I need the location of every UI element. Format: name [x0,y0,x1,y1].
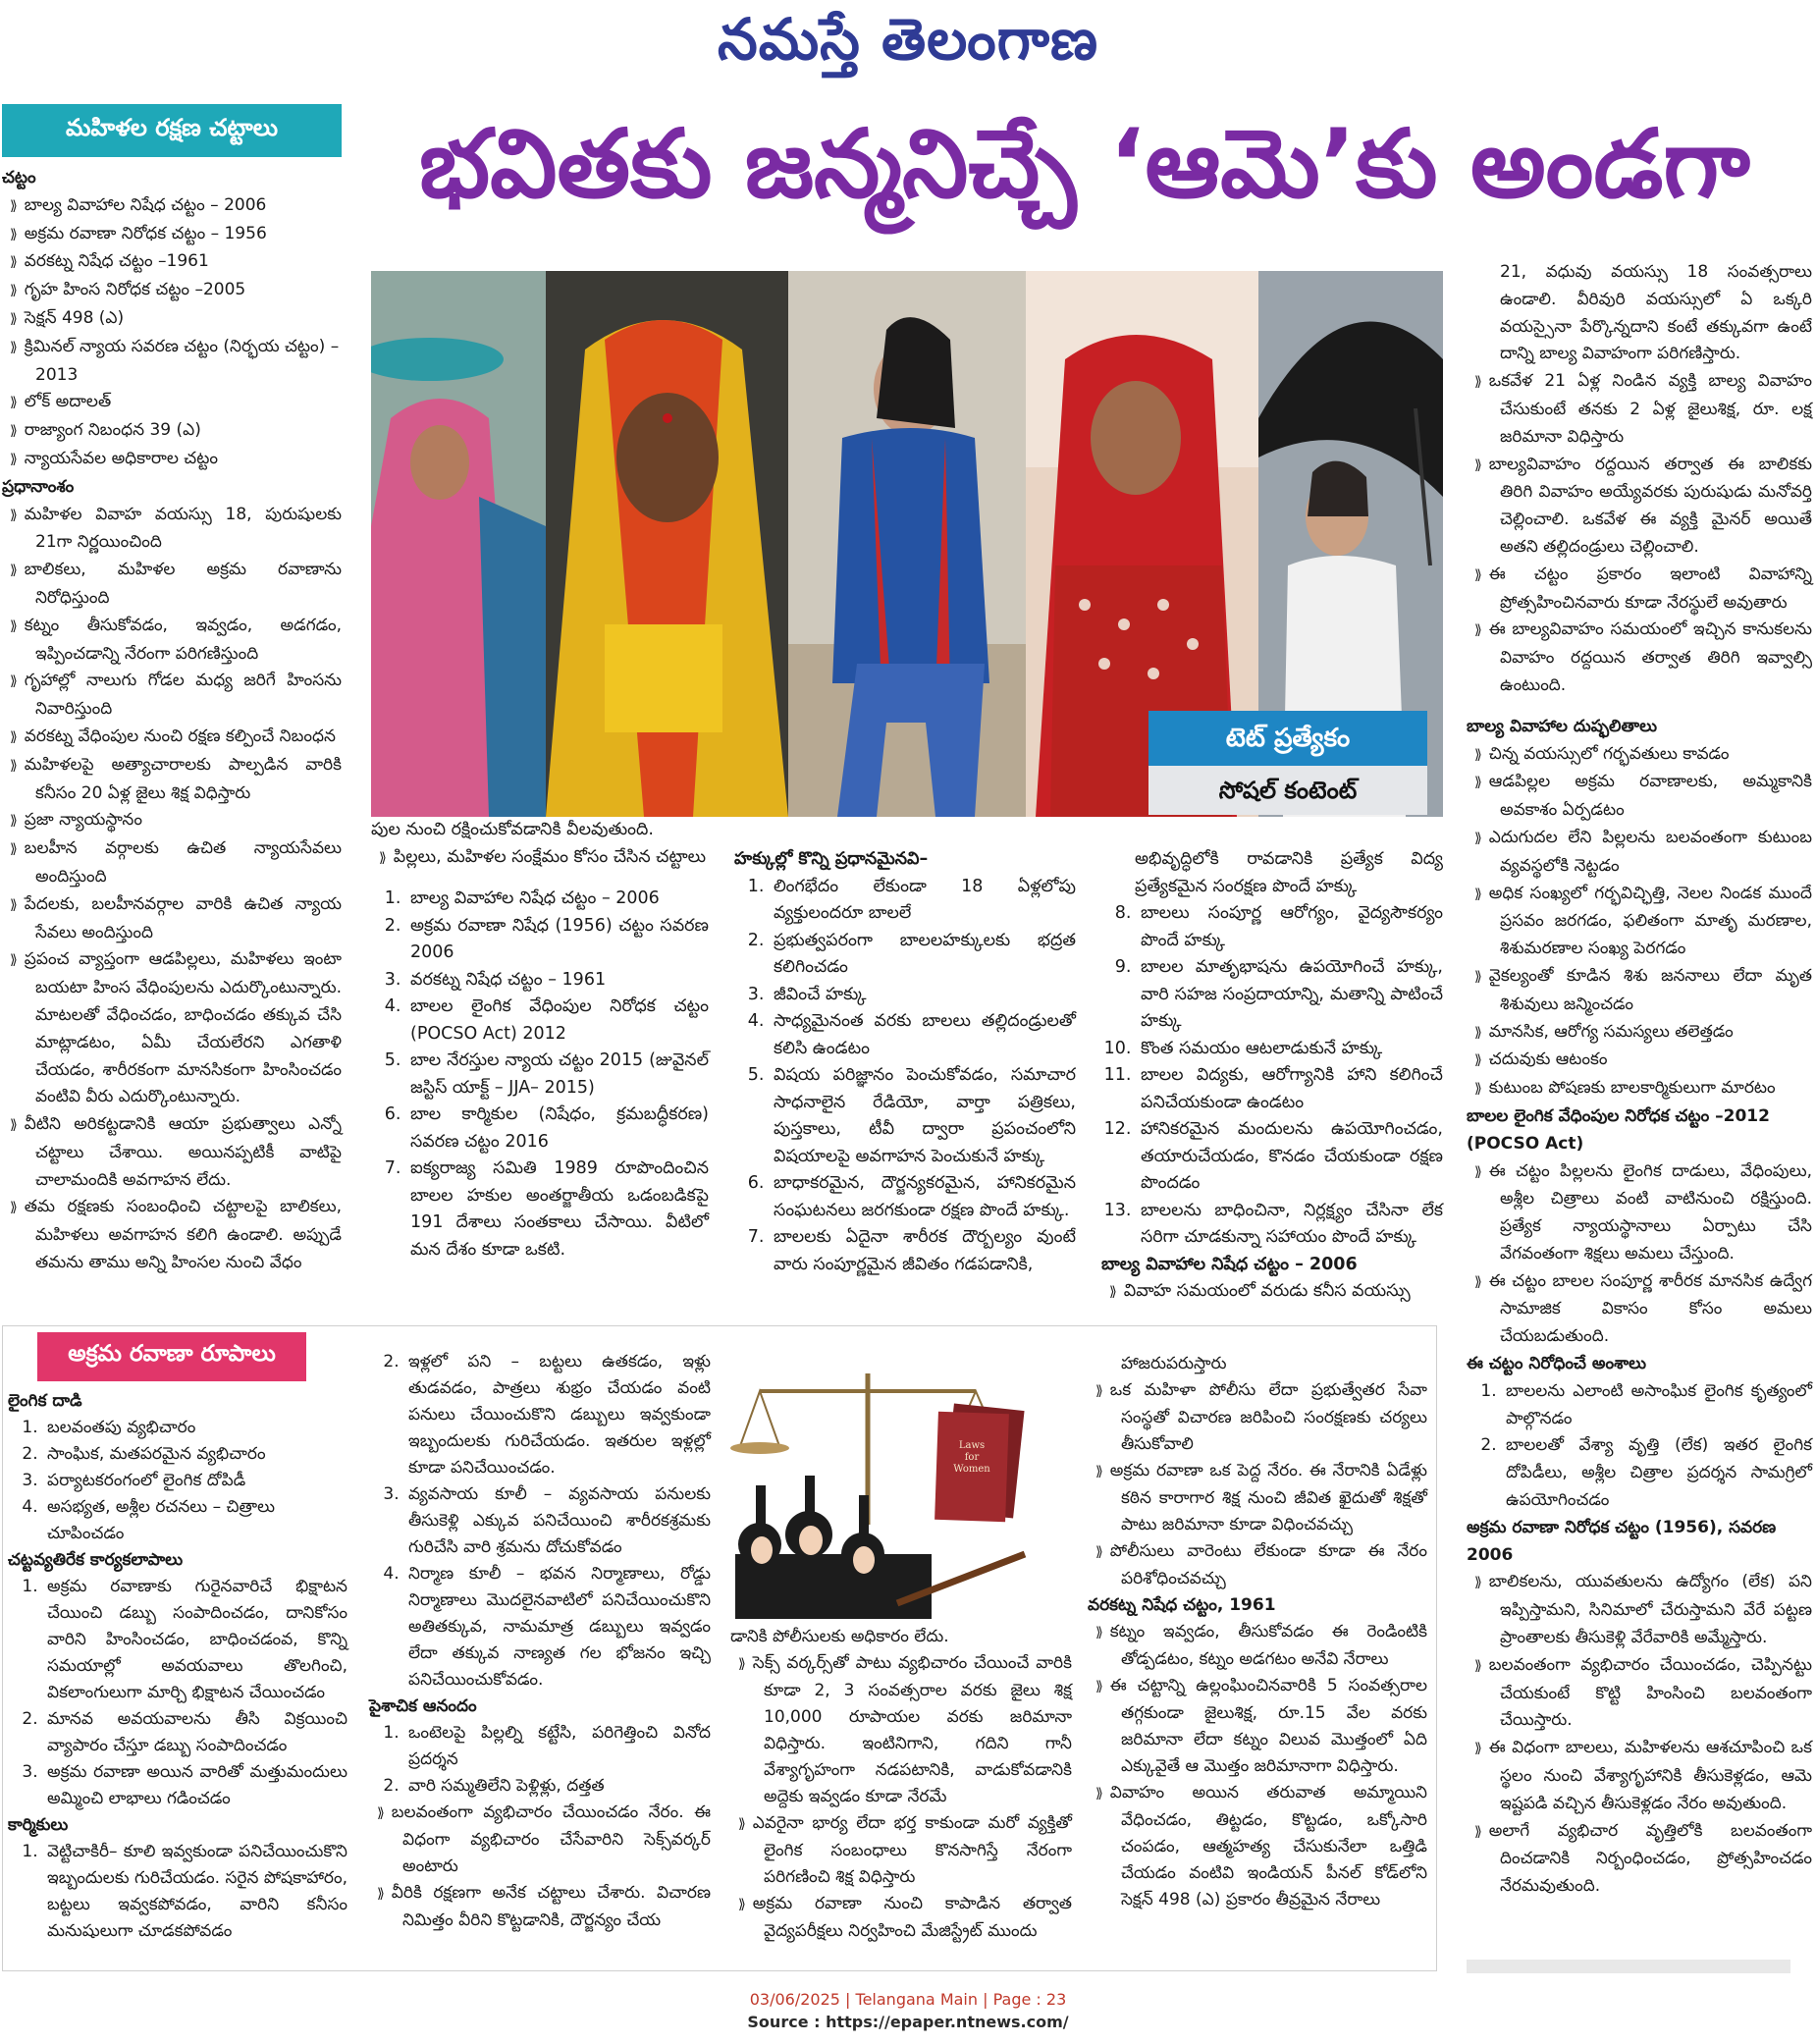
badge-subtitle: సోషల్ కంటెంట్ [1148,766,1427,815]
lower-c2-h: పైశాచిక ఆనందం [369,1696,477,1716]
right-list-item: 2. ప్రభుత్వపరంగా బాలలహక్కులకు భద్రత కలిగించడం [770,928,1076,982]
trafficking-law-item: ⟫ బాలికలను, యువతులను ఉద్యోగం (లేక) పని ఇప్పిస్తామని, సినిమాలో చేరుస్తామని వేరే పట్టణ ప్రాంతాలకు తీసుకెళ్లి వేరేవారికి అమ్మేస్తారు. [1467,1569,1812,1651]
col3 [734,846,1076,1278]
importance-item: ⟫ వీటిని అరికట్టడానికి ఆయా ప్రభుత్వాలు ఎన్నో చట్టాలు చేశాయి. అయినప్పటికీ వాటిపై చాలామందికి అవగాహన లేదు. [2,1111,342,1194]
right-bullets-3 [1467,1158,1812,1352]
right-h1: బాల్య వివాహాల దుష్ఫలితాలు [1467,716,1658,736]
footer-line1: 03/06/2025 | Telangana Main | Page : 23 [749,1990,1067,2009]
law-list-item: 2. అక్రమ రవాణా నిషేధ (1956) చట్టం సవరణ 2006 [406,913,709,967]
lower-bullet: ⟫ అక్రమ రవాణా ఒక పెద్ద నేరం. ఈ నేరానికి ఏడేళ్లు కఠిన కారాగార శిక్ష నుంచి జీవిత ఖైదుతో శిక్షతో పాటు జరిమానా కూడా విధించవచ్చు [1088,1458,1427,1538]
lower-c2-items1 [369,1349,711,1694]
photo-woman-2 [546,271,788,817]
right-divider [1467,1960,1790,1973]
col4-cont: అభివృద్ధిలోకి రావడానికి ప్రత్యేక విద్య ప్రత్యేకమైన సంరక్షణ పొందే హక్కు [1135,849,1443,896]
lower-col4 [1088,1351,1427,1913]
dowry-item: ⟫ వివాహం అయిన తరువాత అమ్మాయిని వేధించడం, తిట్టడం, కొట్టడం, ఒక్కోసారి చంపడం, ఆత్మహత్య చేసుకునేలా ఒత్తిడి చేయడం వంటివి ఇండియన్ పీనల్ కోడ్‌లోని సెక్షన్ 498 (ఎ) ప్రకారం తీవ్రమైన నేరాలు [1088,1780,1427,1913]
right-list-item: 4. సాధ్యమైనంత వరకు బాలలు తల్లిదండ్రులతో కలిసి ఉండటం [770,1008,1076,1062]
badge-title: టెట్ ప్రత్యేకం [1148,711,1427,766]
right-h4: అక్రమ రవాణా నిరోధక చట్టం (1956), సవరణ 2006 [1467,1517,1777,1565]
headline: భవితకు జన్మనిచ్చే ‘ఆమె’కు అండగా [419,109,1750,219]
pocso-item: ⟫ ఈ చట్టం పిల్లలను లైంగిక దాడులు, వేధింపులు, అశ్లీల చిత్రాలు వంటి వాటినుంచి రక్షిస్తుంది. ప్రత్యేక న్యాయస్థానాలు ఏర్పాటు చేసి వేగవంతంగా శిక్షలు అమలు చేస్తుంది. [1467,1158,1812,1268]
illegal-activity-item: 1. అక్రమ రవాణాకు గురైనవారిచే భిక్షాటన చేయించి డబ్బు సంపాదించడం, దానికోసం వారిని హింసించడం, బాధించడంవ, కొన్ని సమయాల్లో అవయవాలు తొలగించి, వికలాంగులుగా మార్చి భిక్షాటన చేయించడం [43,1574,347,1706]
importance-list [2,502,342,1277]
importance-item: ⟫ బలహీన వర్గాలకు ఉచిత న్యాయసేవలు అందిస్తుంది [2,835,342,891]
col2-items [371,886,709,1264]
col4-bullet: ⟫ వివాహ సమయంలో వరుడు కనీస వయస్సు [1101,1278,1443,1307]
trafficking-form-item: 2. సాంఘిక, మతపరమైన వ్యభిచారం [43,1441,347,1468]
right-list-item: 11. బాలల విద్యకు, ఆరోగ్యానికి హాని కలిగించే పనిచేయకుండా ఉండటం [1137,1062,1443,1116]
right-list-item: 7. బాలలకు ఏదైనా శారీరక దౌర్బల్యం వుంటే వారు సంపూర్ణమైన జీవితం గడపడానికి, [770,1224,1076,1278]
photo-woman-1 [371,271,546,817]
law-list-item: 3. వరకట్న నిషేధ చట్టం – 1961 [406,967,709,995]
right-bullet: ⟫ బాల్యవివాహం రద్దయిన తర్వాత ఈ బాలికకు తిరిగి వివాహం అయ్యేవరకు పురుషుడు మనోవర్తి చెల్లించాలి. ఒకవేళ ఈ వ్యక్తి మైనర్ అయితే అతని తల్లిదండ్రులు చెల్లించాలి. [1467,452,1812,562]
lower-bullet: ⟫ బలవంతంగా వ్యభిచారం చేయించడం నేరం. ఈ విధంగా వ్యభిచారం చేసేవారిని సెక్స్‌వర్కర్ అంటారు [369,1800,711,1880]
importance-item: ⟫ పేదలకు, బలహీనవర్గాల వారికి ఉచిత న్యాయ సేవలు అందిస్తుంది [2,891,342,947]
laws-illustration [730,1358,1052,1619]
trafficking-form-item: 3. పర్యాటకరంగంలో లైంగిక దోపిడీ [43,1468,347,1494]
effect-item: ⟫ అధిక సంఖ్యలో గర్భవిచ్ఛిత్తి, నెలల నిండక ముందే ప్రసవం జరగడం, ఫలితంగా మాతృ మరణాల, శిశుమరణాల సంఖ్య పెరగడం [1467,881,1812,963]
trafficking-law-item: ⟫ ఈ విధంగా బాలలు, మహిళలను ఆశచూపించి ఒక స్థలం నుంచి వేశ్యాగృహానికి తీసుకెళ్లడం, ఆమె ఇష్టపడి వచ్చిన తీసుకెళ్లడం నేరం అవుతుంది. [1467,1735,1812,1817]
masthead: నమస్తే తెలంగాణ [718,6,1098,73]
footer-edition: Telangana Main [855,1990,979,2009]
effect-item: ⟫ వైకల్యంతో కూడిన శిశు జననాలు లేదా మృత శిశువులు జన్మించడం [1467,963,1812,1019]
lower-col2 [369,1349,711,1934]
labour-item: 3. వ్యవసాయ కూలీ – వ్యవసాయ పనులకు తీసుకెళ్లి ఎక్కువ పనిచేయించి శారీరకశ్రమకు గురిచేసి వారి శ్రమను దోచుకోవడం [404,1481,711,1561]
law-list-item: 7. ఐక్యరాజ్య సమితి 1989 రూపొందించిన బాలల హకుల అంతర్జాతీయ ఒడంబడికపై 191 దేశాలు సంతకాలు చేసాయి. వీటిలో మన దేశం కూడా ఒకటి. [406,1156,709,1264]
right-bullet: ⟫ ఈ బాల్యవివాహం సమయంలో ఇచ్చిన కానుకలను వివాహం రద్దయిన తర్వాత తిరిగి ఇవ్వాల్సి ఉంటుంది. [1467,617,1812,699]
right-list-item: 6. బాధాకరమైన, దౌర్జన్యకరమైన, హానికరమైన సంఘటనలు జరగకుండా రక్షణ పొందే హక్కు. [770,1170,1076,1224]
lower-c2-bullets [369,1800,711,1934]
trafficking-form-item: 1. బలవంతపు వ్యభిచారం [43,1415,347,1441]
lower-c1-h1: లైంగిక దాడి [8,1391,82,1411]
right-items [1467,1378,1812,1515]
lower-c2-items2 [369,1720,711,1800]
col3-heading: హక్కుల్లో కొన్ని ప్రధానమైనవి– [734,849,929,869]
trafficking-law-item: ⟫ బలవంతంగా వ్యభిచారం చేయించడం, చెప్పినట్టు చేయకుంటే కొట్టి హింసించి బలవంతంగా చేయిస్తారు. [1467,1652,1812,1735]
col2-cont: పుల నుంచి రక్షించుకోవడానికి వీలవుతుంది. [371,820,654,839]
laws-list [2,192,342,474]
col4-items [1101,900,1443,1252]
lower-col3 [730,1624,1072,1945]
right-cont: 21, వధువు వయస్సు 18 సంవత్సరాలు ఉండాలి. వీరివురి వయస్సులో ఏ ఒక్కరి వయస్సైనా పేర్కొన్నదాని కంటే తక్కువగా ఉంటే దాన్ని బాల్య వివాహంగా పరిగణిస్తారు. [1500,262,1812,364]
footer-page: Page : 23 [992,1990,1067,2009]
illegal-activity-item: 3. అక్రమ రవాణా అయిన వారితో మత్తుమందులు అమ్మించి లాభాలు గడించడం [43,1759,347,1812]
law-list-item: 1. బాల్య వివాహాల నిషేధ చట్టం – 2006 [406,886,709,913]
law-item: ⟫ గృహ హింస నిరోధక చట్టం –2005 [2,277,342,305]
book-text: Laws for Women [953,1440,990,1475]
right-list-item: 8. బాలలు సంపూర్ణ ఆరోగ్యం, వైద్యసౌకర్యం పొందే హక్కు [1137,900,1443,954]
lower-c1-h3: కార్మికులు [8,1815,69,1835]
right-h3: ఈ చట్టం నిరోధించే అంశాలు [1467,1354,1647,1374]
pocso-item: ⟫ ఈ చట్టం బాలల సంపూర్ణ శారీరక మానసిక ఉద్వేగ సామాజిక వికాసం కోసం అమలు చేయబడుతుంది. [1467,1268,1812,1351]
lower-bullet: ⟫ పోలీసులు వారెంటు లేకుండా కూడా ఈ నేరం పరిశోధించవచ్చు [1088,1538,1427,1592]
importance-item: ⟫ గృహాల్లో నాలుగు గోడల మధ్య జరిగే హింసను నివారిస్తుంది [2,668,342,724]
importance-heading: ప్రధానాంశం [2,476,75,497]
lower-bullet: ⟫ ఒక మహిళా పోలీసు లేదా ప్రభుత్వేతర సేవా సంస్థతో విచారణ జరిపించి సంరక్షణకు చర్యలు తీసుకోవాలి [1088,1377,1427,1458]
trafficking-law-item: ⟫ అలాగే వ్యభిచార వృత్తిలోకి బలవంతంగా దించడానికి నిర్బంధించడం, ప్రోత్సహించడం నేరమవుతుంది. [1467,1818,1812,1901]
col3-items [734,874,1076,1279]
col2 [371,817,709,1264]
importance-item: ⟫ వరకట్న వేధింపుల నుంచి రక్షణ కల్పించే నిబంధన [2,724,342,752]
law-list-item: 6. బాల కార్మికుల (నిషేధం, క్రమబద్ధీకరణ) సవరణ చట్టం 2016 [406,1102,709,1156]
lower-c4-h: వరకట్న నిషేధ చట్టం, 1961 [1088,1595,1276,1615]
law-list-item: 4. బాలల లైంగిక వేధింపుల నిరోధక చట్టం (POCSO Act) 2012 [406,994,709,1048]
col4 [1101,846,1443,1307]
right-list-item: 10. కొంత సమయం ఆటలాడుకునే హక్కు [1137,1036,1443,1063]
right-h2: బాలల లైంగిక వేధింపుల నిరోధక చట్టం –2012 (POCSO Act) [1467,1105,1770,1154]
right-list-item: 13. బాలలను బాధించినా, నిర్లక్ష్యం చేసినా లేక సరిగా చూడకున్నా సహాయం పొందే హక్కు [1137,1198,1443,1252]
prohibited-item: 1. బాలలను ఎలాంటి అసాంఘిక లైంగిక కృత్యంలో పాల్గొనడం [1502,1378,1812,1433]
right-bullet: ⟫ ఒకవేళ 21 ఏళ్ల నిండిన వ్యక్తి బాల్య వివాహం చేసుకుంటే తనకు 2 ఏళ్ల జైలుశిక్ష, రూ. లక్ష జరిమానా విధిస్తారు [1467,368,1812,451]
importance-item: ⟫ ప్రజా న్యాయస్థానం [2,807,342,835]
lower-c4-bullets2 [1088,1619,1427,1913]
tet-badge [1148,711,1427,815]
prohibited-item: 2. బాలలతో వేశ్యా వృత్తి (లేక) ఇతర లైంగిక దోపిడీలు, అశ్లీల చిత్రాల ప్రదర్శన సామగ్రిలో ఉపయోగించడం [1502,1432,1812,1514]
importance-item: ⟫ తమ రక్షణకు సంబంధించి చట్టాలపై బాలికలు, మహిళలు అవగాహన కలిగి ఉండాలి. అప్పుడే తమను తాము అన్ని హింసల నుంచి వేధం [2,1194,342,1276]
effect-item: ⟫ చిన్న వయస్సులో గర్భవతులు కావడం [1467,741,1812,770]
effect-item: ⟫ మానసిక, ఆరోగ్య సమస్యలు తలెత్తడం [1467,1019,1812,1048]
trafficking-tag: అక్రమ రవాణా రూపాలు [37,1332,306,1381]
lower-bullet: ⟫ ఎవరైనా భార్య లేదా భర్త కాకుండా మరో వ్యక్తితో లైంగిక సంబంధాలు కొనసాగిస్తే నేరంగా పరిగణించి శిక్ష విధిస్తారు [730,1810,1072,1891]
right-column [1467,259,1812,1901]
lower-bullet: ⟫ అక్రమ రవాణా నుంచి కాపాడిన తర్వాత వైద్యపరీక్షలు నిర్వహించి మేజిస్ట్రేట్ ముందు [730,1891,1072,1945]
right-bullets-4 [1467,1569,1812,1901]
law-item: ⟫ సెక్షన్ 498 (ఎ) [2,305,342,334]
law-item: ⟫ లోక్ అదాలత్ [2,389,342,417]
right-bullets-2 [1467,741,1812,1103]
importance-item: ⟫ ప్రపంచ వ్యాప్తంగా ఆడపిల్లలు, మహిళలు ఇంటా బయటా హింస వేధింపులను ఎదుర్కొంటున్నారు. మాటలతో వేధించడం, బాధించడం తక్కువ చేసి మాట్లాడటం, ఏమీ చేయలేరని ఎగతాళి చేయడం, శారీరకంగా మానసికంగా హింసించడం వంటివి వీరు ఎదుర్కొంటున్నారు. [2,946,342,1111]
importance-item: ⟫ మహిళలపై అత్యాచారాలకు పాల్పడిన వారికి కనీసం 20 ఏళ్ల జైలు శిక్ష విధిస్తారు [2,752,342,808]
importance-item: ⟫ కట్నం తీసుకోవడం, ఇవ్వడం, అడగడం, ఇప్పించడాన్ని నేరంగా పరిగణిస్తుంది [2,613,342,669]
right-list-item: 9. బాలల మాతృభాషను ఉపయోగించే హక్కు, వారి సహజ సంప్రదాయాన్ని, మతాన్ని పాటించే హక్కు [1137,954,1443,1036]
effect-item: ⟫ ఎదుగుదల లేని పిల్లలను బలవంతంగా కుటుంబ వ్యవస్థలోకి నెట్టడం [1467,825,1812,881]
law-item: ⟫ వరకట్న నిషేధ చట్టం –1961 [2,248,342,277]
left-column [2,165,342,1277]
right-bullets-1 [1467,368,1812,700]
illegal-activity-item: 2. మానవ అవయవాలను తీసి విక్రయించి వ్యాపారం చేస్తూ డబ్బు సంపాదించడం [43,1706,347,1759]
right-list-item: 1. లింగభేదం లేకుండా 18 ఏళ్లలోపు వ్యక్తులందరూ బాలలే [770,874,1076,928]
law-item: ⟫ క్రిమినల్ న్యాయ సవరణ చట్టం (నిర్భయ చట్టం) –2013 [2,334,342,390]
laws-heading: చట్టం [2,168,36,188]
dowry-item: ⟫ ఈ చట్టాన్ని ఉల్లంఘించినవారికి 5 సంవత్సరాల తగ్గకుండా జైలుశిక్ష, రూ.15 వేల వరకు జరిమానా లేదా కట్నం విలువ మొత్తంలో ఏది ఎక్కువైతే ఆ మొత్తం జరిమానాగా విధిస్తారు. [1088,1673,1427,1780]
lower-col1 [8,1388,347,1945]
effect-item: ⟫ చదువుకు ఆటంకం [1467,1047,1812,1075]
importance-item: ⟫ మహిళల వివాహ వయస్సు 18, పురుషులకు 21గా నిర్ణయించింది [2,502,342,558]
lower-c4-bullets1 [1088,1377,1427,1592]
right-list-item: 3. జీవించే హక్కు [770,982,1076,1009]
lower-c4-cont: హాజరుపరుస్తారు [1121,1354,1227,1373]
trafficking-form-item: 4. అసభ్యత, అశ్లీల రచనలు – చిత్రాలు చూపించడం [43,1494,347,1547]
lower-c1-items3 [8,1839,347,1945]
law-list-item: 5. బాల నేరస్తుల న్యాయ చట్టం 2015 (జువైనల్ జస్టిస్ యాక్ట్ – JJA– 2015) [406,1048,709,1102]
sadistic-item: 1. ఒంటెలపై పిల్లల్ని కట్టేసి, పరిగెత్తించి వినోద ప్రదర్శన [404,1720,711,1773]
lower-bullet: ⟫ సెక్స్ వర్కర్స్‌తో పాటు వ్యభిచారం చేయించే వారికి కూడా 2, 3 సంవత్సరాల వరకు జైలు శిక్ష 10,000 రూపాయల వరకు జరిమానా విధిస్తారు. ఇంటినిగాని, గదిని గానీ వేశ్యాగృహంగా నడపటానికి, వాడుకోవడానికి అద్దెకు ఇవ్వడం కూడా నేరమే [730,1650,1072,1810]
lower-bullet: ⟫ వీరికి రక్షణగా అనేక చట్టాలు చేశారు. విచారణ నిమిత్తం వీరిని కొట్టడానికి, దౌర్జన్యం చేయ [369,1880,711,1934]
lower-c1-items1 [8,1415,347,1547]
sadistic-item: 2. వారి సమ్మతిలేని పెళ్లిళ్లు, దత్తత [404,1773,711,1800]
effect-item: ⟫ కుటుంబ పోషణకు బాలకార్మికులుగా మారటం [1467,1075,1812,1103]
col2-bullet: ⟫ పిల్లలు, మహిళల సంక్షేమం కోసం చేసిన చట్టాలు [371,844,709,873]
col4-heading: బాల్య వివాహాల నిషేధ చట్టం – 2006 [1101,1254,1358,1274]
effect-item: ⟫ ఆడపిల్లల అక్రమ రవాణాలకు, అమ్మకానికి అవకాశం ఏర్పడటం [1467,769,1812,825]
labour-item: 1. వెట్టిచాకిరీ– కూలి ఇవ్వకుండా పనిచేయించుకొని ఇబ్బందులకు గురిచేయడం. సరైన పోషకాహారం, బట్టలు ఇవ్వకపోవడం, వారిని కనీసం మనుషులుగా చూడకపోవడం [43,1839,347,1945]
law-item: ⟫ రాజ్యాంగ నిబంధన 39 (ఎ) [2,417,342,446]
lower-c1-items2 [8,1574,347,1812]
importance-item: ⟫ బాలికలు, మహిళల అక్రమ రవాణాను నిరోధిస్తుంది [2,557,342,613]
labour-item: 2. ఇళ్లలో పని – బట్టలు ఉతకడం, ఇళ్లు తుడవడం, పాత్రలు శుభ్రం చేయడం వంటి పనులు చేయించుకొని డబ్బులు ఇవ్వకుండా ఇబ్బందులకు గురిచేయడం. ఇతరుల ఇళ్లల్లో కూడా పనిచేయించడం. [404,1349,711,1481]
lower-c3-cont: డానికి పోలీసులకు అధికారం లేదు. [730,1627,949,1646]
side-tag: మహిళల రక్షణ చట్టాలు [2,104,342,157]
labour-item: 4. నిర్మాణ కూలీ – భవన నిర్మాణాలు, రోడ్డు నిర్మాణాలు మొదలైనవాటిలో పనిచేయించుకొని అతితక్కువ, నామమాత్ర డబ్బులు ఇవ్వడం లేదా తక్కువ నాణ్యత గల భోజనం ఇచ్చి పనిచేయించుకోవడం. [404,1561,711,1694]
lower-c3-bullets [730,1650,1072,1945]
law-item: ⟫ న్యాయసేవల అధికారాల చట్టం [2,446,342,474]
footer-date: 03/06/2025 [749,1990,840,2009]
law-item: ⟫ అక్రమ రవాణా నిరోధక చట్టం – 1956 [2,221,342,249]
right-bullet: ⟫ ఈ చట్టం ప్రకారం ఇలాంటి వివాహాన్ని ప్రోత్సహించినవారు కూడా నేరస్థులే అవుతారు [1467,562,1812,618]
footer-source: Source : https://epaper.ntnews.com/ [747,2013,1069,2031]
right-list-item: 12. హానికరమైన మందులను ఉపయోగించడం, తయారుచేయడం, కొనడం చేయకుండా రక్షణ పొందడం [1137,1116,1443,1198]
footer [0,1988,1816,2033]
photo-woman-3 [788,271,1026,817]
right-list-item: 5. విషయ పరిజ్ఞానం పెంచుకోవడం, సమాచార సాధనాలైన రేడియో, వార్తా పత్రికలు, పుస్తకాలు, టీవీ ద్వారా ప్రపంచంలోని విషయాలపై అవగాహన పెంచుకునే హక్కు [770,1062,1076,1170]
law-item: ⟫ బాల్య వివాహాల నిషేధ చట్టం – 2006 [2,192,342,221]
lower-c1-h2: చట్టవ్యతిరేక కార్యకలాపాలు [8,1550,184,1570]
dowry-item: ⟫ కట్నం ఇవ్వడం, తీసుకోవడం ఈ రెండింటికి తోడ్పడటం, కట్నం అడగటం అనేవి నేరాలు [1088,1619,1427,1673]
